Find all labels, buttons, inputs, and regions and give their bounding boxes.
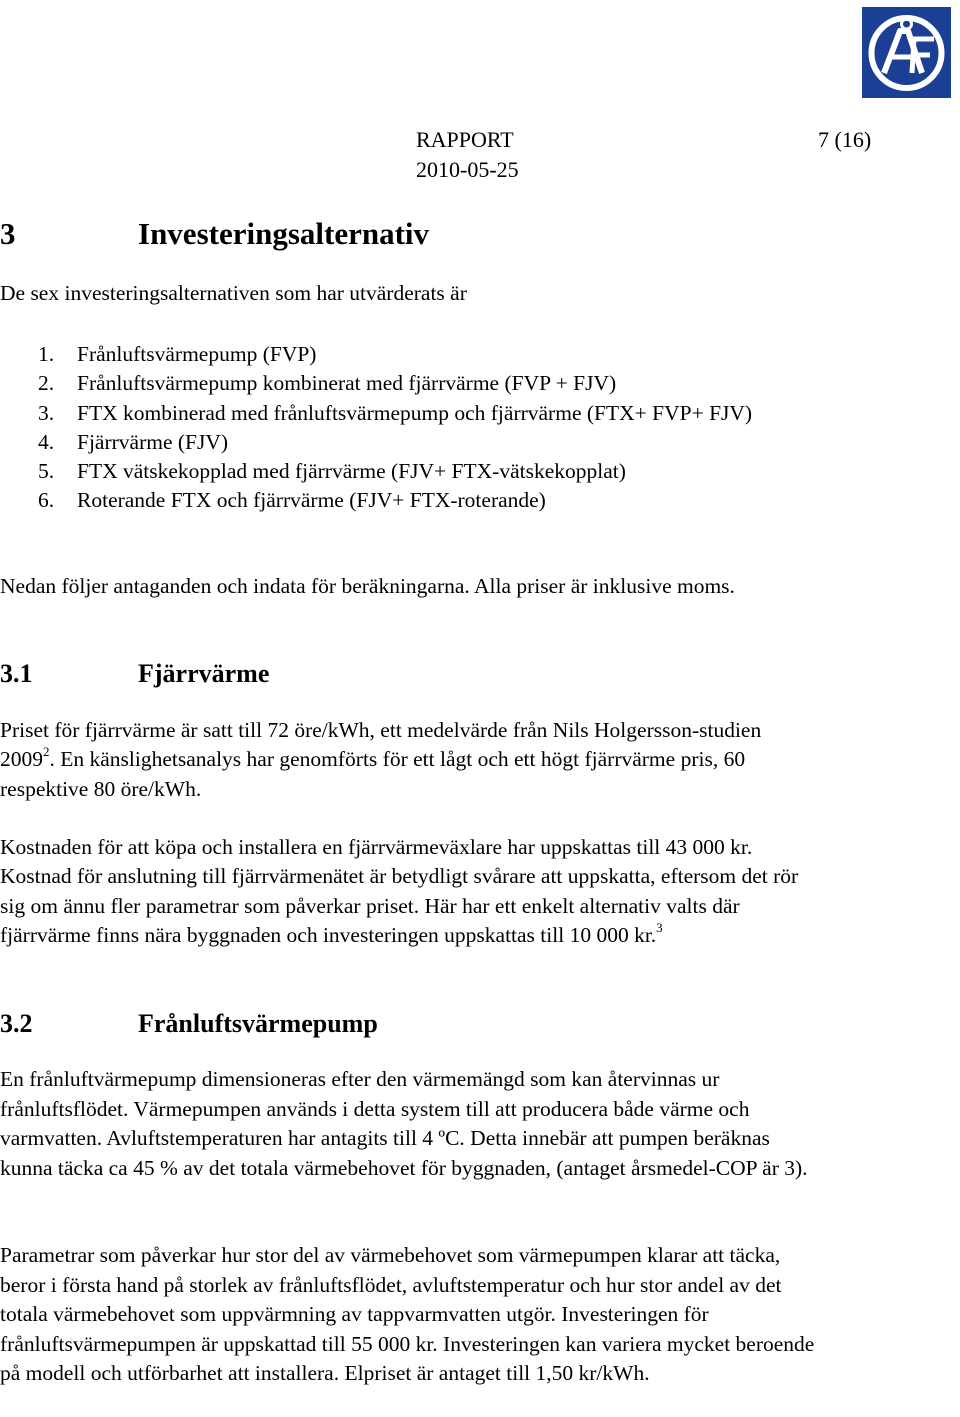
footnote-ref: 3 (656, 919, 663, 935)
section-title: Investeringsalternativ (138, 216, 430, 251)
section-number: 3.1 (0, 659, 33, 688)
footnote-ref: 2 (43, 744, 50, 760)
alternatives-list (38, 340, 918, 516)
district-heating-cost-paragraph: Kostnaden för att köpa och installera en fjärrvärmeväxlare har uppskattas till 43 000 kr. Kostnad för anslutning till fjärrvärmenätet är betydligt svårare att uppskatta, eftersom det rör sig om ännu fler parametrar som påverkar priset. Här har ett enkelt alternativ valts där fjärrvärme finns nära byggnaden och investeringen uppskattas till 10 000 kr.$^3$ (0, 835, 799, 947)
list-item: 5. FTX vätskekopplad med fjärrvärme (FJV+ FTX-vätskekopplat) (38, 459, 626, 484)
section-title: Fjärrvärme (138, 659, 270, 688)
section-number: 3 (0, 216, 16, 251)
section-title: Frånluftsvärmepump (138, 1009, 378, 1038)
report-date: 2010-05-25 (416, 157, 519, 182)
assumptions-note: Nedan följer antaganden och indata för beräkningarna. Alla priser är inklusive moms. (0, 574, 735, 598)
list-item: 6. Roterande FTX och fjärrvärme (FJV+ FTX-roterande) (38, 488, 546, 513)
report-label: RAPPORT (416, 127, 514, 152)
list-item: 1. Frånluftsvärmepump (FVP) (38, 342, 317, 366)
page-number: 7 (16) (818, 127, 872, 152)
list-item: 4. Fjärrvärme (FJV) (38, 429, 229, 454)
district-heating-price-paragraph: Priset för fjärrvärme är satt till 72 öre/kWh, ett medelvärde från Nils Holgersson-studien 2009$^2$. En känslighetsanalys har genomförts för ett lågt och ett högt fjärrvärme pris, 60 respektive 80 öre/kWh. (0, 718, 762, 801)
heat-pump-paragraph-2: Parametrar som påverkar hur stor del av värmebehovet som värmepumpen klarar att täcka, beror i första hand på storlek av frånluftsflödet, avluftstemperatur och hur stor andel av det totala värmebehovet som uppvärmning av tappvarmvatten utgör. Investeringen för frånluftsvärmepumpen är uppskattad till 55 000 kr. Investeringen kan variera mycket beroende på modell och utförbarhet att installera. Elpriset är antaget till 1,50 kr/kWh. (0, 1243, 815, 1385)
section-3-intro: De sex investeringsalternativen som har utvärderats är (0, 281, 467, 305)
list-item: 2. Frånluftsvärmepump kombinerat med fjärrvärme (FVP + FJV) (38, 371, 617, 396)
company-logo (862, 7, 951, 98)
heat-pump-paragraph-1: En frånluftvärmepump dimensioneras efter den värmemängd som kan återvinnas ur frånluftsflödet. Värmepumpen används i detta system till att producera både värme och varmvatten. Avluftstemperaturen har antagits till 4 ºC. Detta innebär att pumpen beräknas kunna täcka ca 45 % av det totala värmebehovet för byggnaden, (antaget årsmedel-COP är 3). (0, 1067, 808, 1180)
section-number: 3.2 (0, 1009, 33, 1038)
list-item: 3. FTX kombinerad med frånluftsvärmepump och fjärrvärme (FTX+ FVP+ FJV) (38, 400, 753, 425)
